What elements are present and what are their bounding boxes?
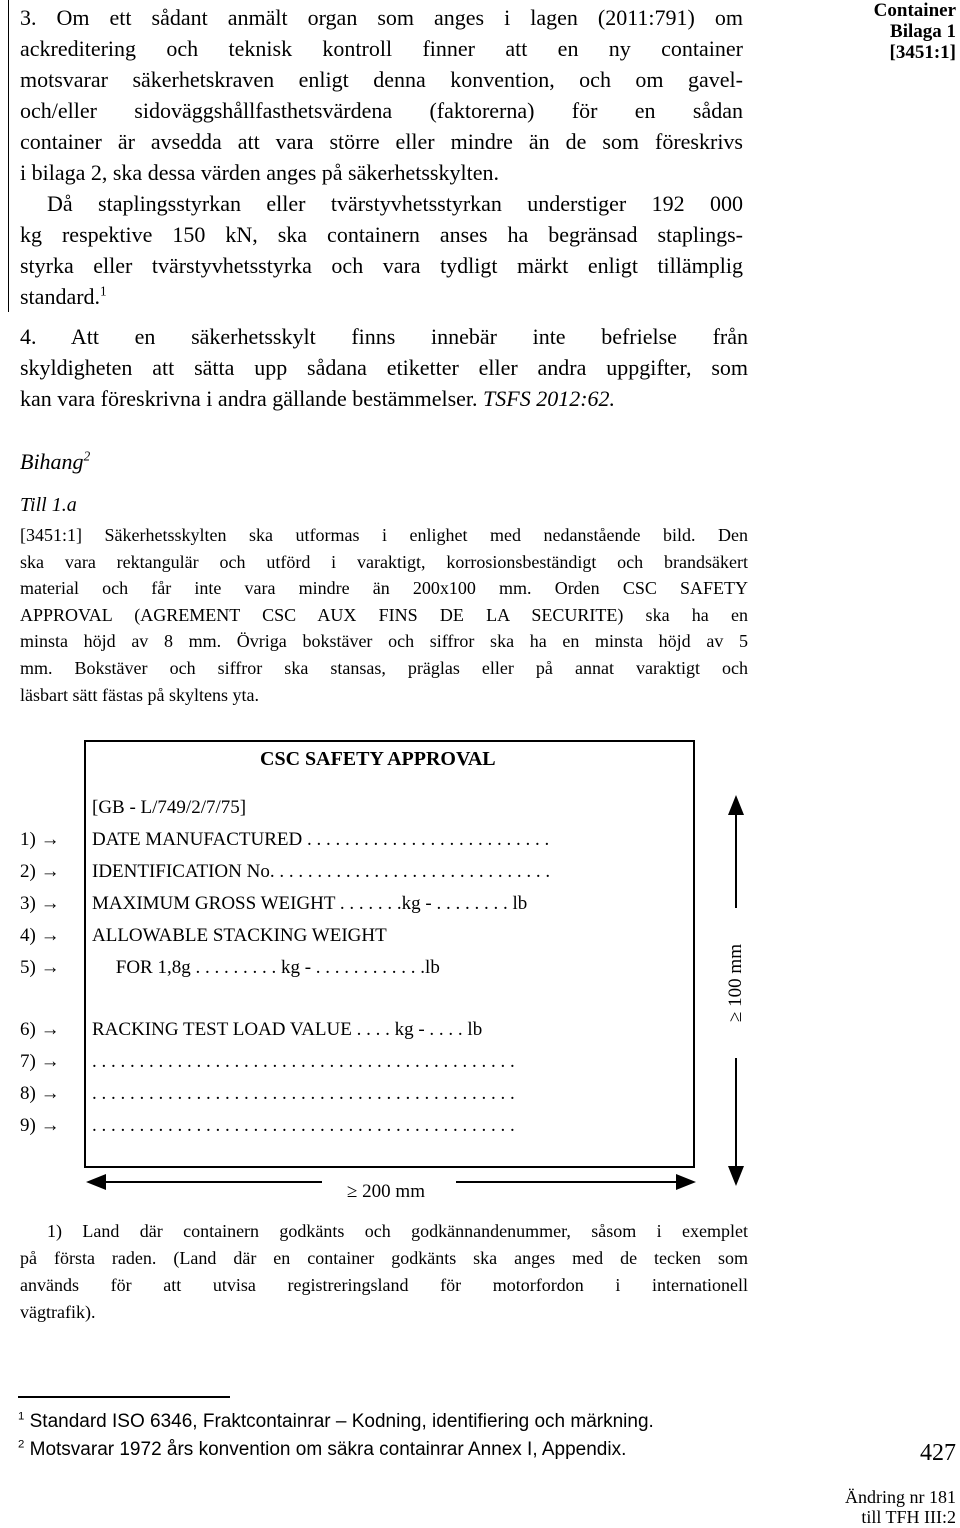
plate-title: CSC SAFETY APPROVAL: [260, 748, 496, 770]
plate-row-6: RACKING TEST LOAD VALUE . . . . kg - . . . . lb: [92, 1019, 483, 1040]
plate-first-line: [GB - L/749/2/7/75]: [92, 797, 247, 818]
section-3-para2-line: styrka eller tvärstyvhetsstyrka och vara tydligt märkt enligt tillämplig: [20, 253, 743, 278]
amendment-number: Ändring nr 181: [845, 1487, 956, 1507]
plate-note-line: används för att utvisa registreringsland för motorfordon i internationell: [20, 1275, 748, 1295]
section-3-para2-last-text: standard.: [20, 284, 101, 309]
plate-note: [20, 1218, 748, 1326]
plate-row-2: IDENTIFICATION No. . . . . . . . . . . . . . . . . . . . . . . . . . . . . .: [92, 861, 551, 882]
section-4-line: skyldigheten att sätta upp sådana etiketter eller andra uppgifter, som: [20, 355, 748, 380]
appendix-line: ska vara rektangulär och utförd i varaktigt, korrosionsbeständigt och brandsäkert: [20, 551, 748, 572]
row-number: 6): [20, 1019, 36, 1040]
footnote-1: [18, 1411, 654, 1433]
right-arrow-icon: →: [40, 829, 60, 850]
footnote-ref-1[interactable]: 1: [100, 283, 107, 299]
row-number: 2): [20, 861, 36, 882]
row-number: 9): [20, 1115, 36, 1136]
section-4-last-text: kan vara föreskrivna i andra gällande bestämmelser.: [20, 386, 484, 411]
row-number: 5): [20, 957, 36, 978]
footnote-2: [18, 1439, 626, 1461]
right-arrow-icon: →: [40, 861, 60, 882]
bihang-heading-text: Bihang: [20, 449, 84, 474]
plate-row-5: FOR 1,8g . . . . . . . . . kg - . . . . . . . . . . . .lb: [92, 957, 440, 978]
appendix-line: material och får inte vara mindre än 200x100 mm. Orden CSC SAFETY: [20, 578, 748, 599]
plate-row-9: . . . . . . . . . . . . . . . . . . . . . . . . . . . . . . . . . . . . . . . . . . . . .: [92, 1115, 515, 1136]
amendment-info: [845, 1487, 956, 1527]
side-label-bilaga: Bilaga 1: [890, 21, 956, 42]
width-dimension-label: ≥ 200 mm: [347, 1181, 425, 1202]
plate-note-line: på första raden. (Land där en container godkänts ska anges med de tecken som: [20, 1248, 748, 1268]
row-number: 3): [20, 893, 36, 914]
appendix-line: mm. Bokstäver och siffror ska stansas, präglas eller på annat varaktigt och: [20, 657, 748, 678]
section-3-line: i bilaga 2, ska dessa värden anges på säkerhetsskylten.: [20, 160, 499, 185]
appendix-line: [3451:1] Säkerhetsskylten ska utformas i enlighet med nedanstående bild. Den: [20, 525, 748, 545]
side-label-container: Container: [873, 0, 956, 21]
plate-row-4: ALLOWABLE STACKING WEIGHT: [92, 925, 387, 946]
section-3-line: ackreditering och teknisk kontroll finner att en ny container: [20, 36, 743, 61]
height-dimension-label: ≥ 100 mm: [725, 944, 746, 1022]
tsfs-reference: TSFS 2012:62.: [483, 386, 616, 411]
right-arrow-icon: →: [40, 1083, 60, 1104]
section-3-line: motsvarar säkerhetskraven enligt denna konvention, och om gavel-: [20, 67, 743, 92]
section-3-line: container är avsedda att vara större eller mindre än de som föreskrivs: [20, 129, 743, 154]
footnote-text: Standard ISO 6346, Fraktcontainrar – Kodning, identifiering och märkning.: [29, 1411, 654, 1432]
appendix-line: läsbart sätt fästas på skyltens yta.: [20, 684, 259, 705]
side-label-code: [3451:1]: [889, 42, 956, 63]
page-number: 427: [920, 1440, 956, 1466]
section-3-line: 3. Om ett sådant anmält organ som anges i lagen (2011:791) om: [20, 5, 743, 30]
appendix-subheading: Till 1.a: [20, 494, 77, 516]
amendment-volume: till TFH III:2: [861, 1507, 956, 1527]
row-number: 4): [20, 925, 36, 946]
right-arrow-icon: →: [40, 1051, 60, 1072]
row-number: 8): [20, 1083, 36, 1104]
footnote-text: Motsvarar 1972 års konvention om säkra containrar Annex I, Appendix.: [29, 1439, 627, 1460]
right-arrow-icon: →: [40, 925, 60, 946]
section-3-line: och/eller sidoväggshållfasthetsvärdena (faktorerna) för en sådan: [20, 98, 743, 123]
right-arrow-icon: →: [40, 957, 60, 978]
plate-note-line: 1) Land där containern godkänts och godkännandenummer, såsom i exemplet: [47, 1221, 748, 1241]
right-arrow-icon: →: [40, 1019, 60, 1040]
appendix-line: minsta höjd av 8 mm. Övriga bokstäver och siffror ska ha en minsta höjd av 5: [20, 631, 748, 652]
right-arrow-icon: →: [40, 893, 60, 914]
section-3-para2-line: kg respektive 150 kN, ska containern anses ha begränsad staplings-: [20, 222, 743, 247]
footnote-number: 2: [18, 1438, 25, 1451]
row-number: 1): [20, 829, 36, 850]
section-3-para2-line: Då staplingsstyrkan eller tvärstyvhetsstyrkan understiger 192 000: [47, 191, 743, 216]
plate-row-7: . . . . . . . . . . . . . . . . . . . . . . . . . . . . . . . . . . . . . . . . . . . . .: [92, 1051, 515, 1072]
footnote-ref-2[interactable]: 2: [83, 448, 91, 464]
row-number: 7): [20, 1051, 36, 1072]
plate-row-8: . . . . . . . . . . . . . . . . . . . . . . . . . . . . . . . . . . . . . . . . . . . . .: [92, 1083, 515, 1104]
footnote-number: 1: [18, 1410, 25, 1423]
plate-row-3: MAXIMUM GROSS WEIGHT . . . . . . .kg - . . . . . . . . lb: [92, 893, 528, 914]
footnote-separator: [18, 1396, 230, 1398]
plate-row-1: DATE MANUFACTURED . . . . . . . . . . . . . . . . . . . . . . . . . .: [92, 829, 550, 850]
plate-note-line: vägtrafik).: [20, 1302, 96, 1322]
appendix-line: APPROVAL (AGREMENT CSC AUX FINS DE LA SECURITE) ska ha en: [20, 604, 748, 625]
right-arrow-icon: →: [40, 1115, 60, 1136]
section-4-line: 4. Att en säkerhetsskylt finns innebär inte befrielse från: [20, 324, 748, 349]
